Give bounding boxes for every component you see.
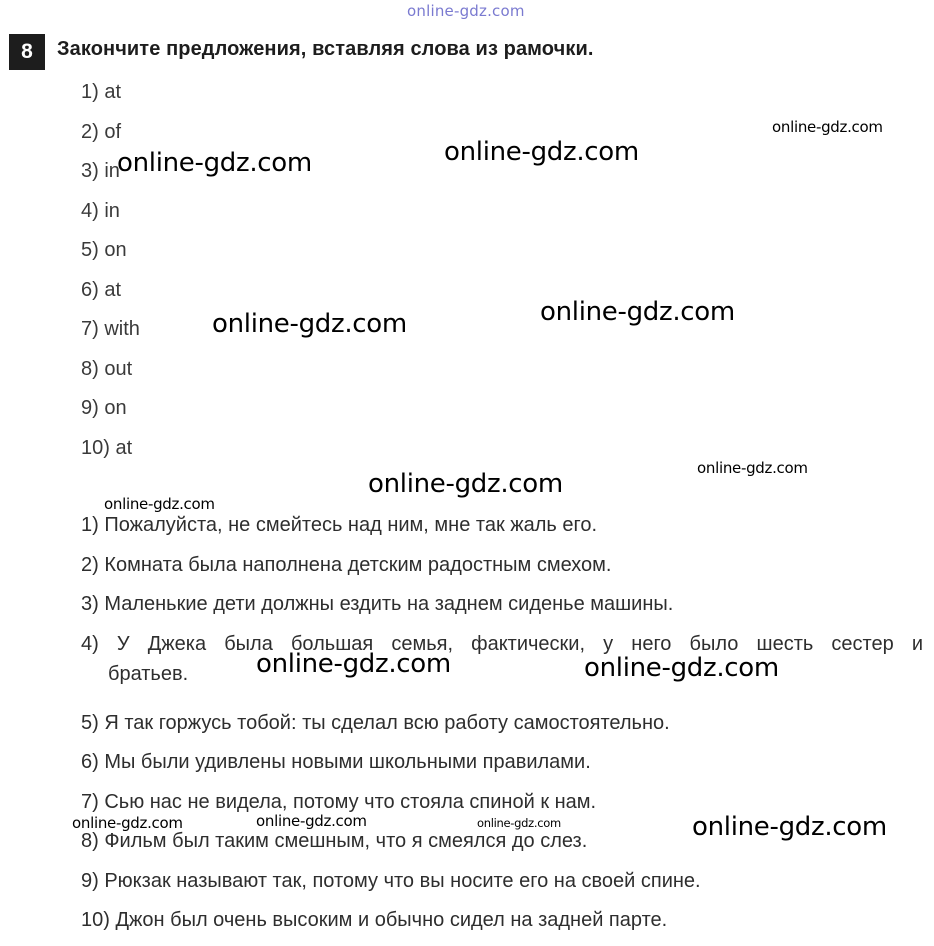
sentence-item xyxy=(81,629,923,708)
answer-item: 5) on xyxy=(81,239,127,261)
sentence-item: 1) Пожалуйста, не смейтесь над ним, мне так жаль его. xyxy=(81,514,598,536)
answer-item: 4) in xyxy=(81,199,120,222)
sentence-item: 9) Рюкзак называют так, потому что вы носите его на своей спине. xyxy=(81,869,701,892)
answer-item: 6) at xyxy=(81,278,122,301)
answer-item: 2) of xyxy=(81,120,122,143)
sentence-item: 6) Мы были удивлены новыми школьными правилами. xyxy=(81,751,591,773)
sentence-list xyxy=(81,510,923,945)
watermark: online-gdz.com xyxy=(212,309,407,339)
watermark: online-gdz.com xyxy=(772,118,883,136)
watermark: online-gdz.com xyxy=(256,649,451,679)
sentence-item: 8) Фильм был таким смешным, что я смеялся до слез. xyxy=(81,830,588,852)
watermark: online-gdz.com xyxy=(540,297,735,327)
watermark: online-gdz.com xyxy=(256,812,367,830)
watermark-top: online-gdz.com xyxy=(407,2,525,20)
answer-item: 9) on xyxy=(81,397,127,419)
sentence-item: 10) Джон был очень высоким и обычно сидел на задней парте. xyxy=(81,909,668,931)
watermark: online-gdz.com xyxy=(697,459,808,477)
sentence-item: 7) Сью нас не видела, потому что стояла спиной к нам. xyxy=(81,790,597,813)
sentence-item: 5) Я так горжусь тобой: ты сделал всю работу самостоятельно. xyxy=(81,711,670,734)
watermark: online-gdz.com xyxy=(104,495,215,513)
watermark: online-gdz.com xyxy=(117,148,312,178)
sentence-line: братьев. xyxy=(108,662,189,685)
answer-item: 10) at xyxy=(81,436,133,459)
watermark: online-gdz.com xyxy=(72,814,183,832)
answer-item: 7) with xyxy=(81,318,140,340)
sentence-item: 3) Маленькие дети должны ездить на заднем сиденье машины. xyxy=(81,593,674,615)
answer-list xyxy=(81,78,140,473)
answer-item: 3) in xyxy=(81,160,120,182)
sentence-item: 2) Комната была наполнена детским радостным смехом. xyxy=(81,553,612,576)
task-title: Закончите предложения, вставляя слова из рамочки. xyxy=(57,38,594,60)
watermark: online-gdz.com xyxy=(368,469,563,499)
answer-item: 1) at xyxy=(81,81,122,103)
watermark: online-gdz.com xyxy=(444,137,639,167)
watermark: online-gdz.com xyxy=(584,653,779,683)
watermark: online-gdz.com xyxy=(477,816,561,830)
sentence-line: 4) У Джека была большая семья, фактически, у него было шесть сестер и xyxy=(81,632,923,655)
watermark: online-gdz.com xyxy=(692,812,887,842)
answer-item: 8) out xyxy=(81,357,133,380)
task-number-badge: 8 xyxy=(9,34,45,70)
